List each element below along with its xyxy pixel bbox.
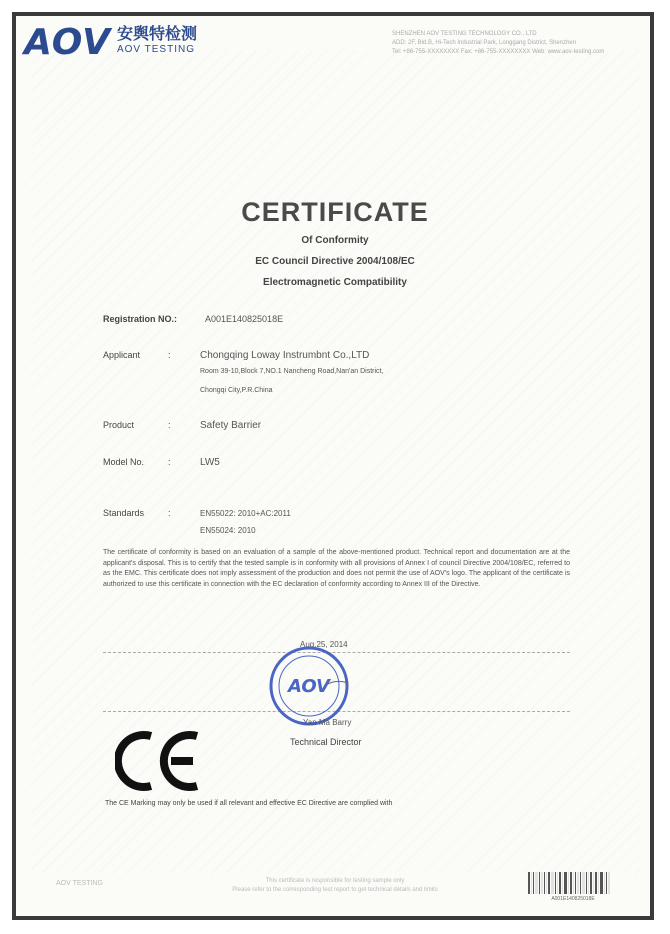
aov-logo — [24, 24, 197, 64]
applicant-address-2: Chongqi City,P.R.China — [200, 387, 273, 394]
subtitle-emc: Electromagnetic Compatibility — [263, 277, 407, 288]
barcode-bar — [535, 872, 538, 894]
address-line-3: Tel: +86-755-XXXXXXXX Fax: +86-755-XXXXXXXX Web: www.aov-testing.com — [392, 49, 605, 55]
standards-value-2: EN55024: 2010 — [200, 526, 256, 535]
standards-colon: : — [168, 508, 171, 518]
address-line-1: SHENZHEN AOV TESTING TECHNOLOGY CO., LTD — [392, 31, 537, 37]
barcode-bar — [573, 872, 574, 894]
footer-line-1: This certificate is responsible for testing sample only — [265, 878, 405, 884]
barcode-bar — [570, 872, 572, 894]
barcode-bar — [604, 872, 605, 894]
standards-label: Standards — [103, 508, 145, 518]
barcode-bar — [588, 872, 589, 894]
model-colon: : — [168, 457, 171, 467]
registration-value: A001E140825018E — [205, 314, 284, 324]
logo-text: AOV — [24, 22, 111, 63]
stamp-text: AOV — [288, 676, 330, 697]
certificate-title: CERTIFICATE — [241, 197, 429, 227]
stamp-seal-icon — [268, 645, 350, 727]
ce-mark-icon — [115, 728, 205, 794]
applicant-label: Applicant — [103, 350, 141, 360]
aov-stamp — [268, 645, 350, 727]
barcode-bar — [557, 872, 558, 894]
signatory-title: Technical Director — [290, 737, 362, 747]
ce-marking-note: The CE Marking may only be used if all relevant and effective EC Directive are complied with — [105, 800, 393, 807]
applicant-colon: : — [168, 350, 171, 360]
barcode-bar — [548, 872, 550, 894]
standards-value-1: EN55022: 2010+AC:2011 — [200, 509, 291, 518]
barcode-bar — [586, 872, 587, 894]
footer-logo: AOV TESTING — [56, 880, 103, 887]
subtitle-conformity: Of Conformity — [301, 235, 369, 246]
footer-line-2: Please refer to the corresponding test report to get technical details and limits — [232, 887, 438, 893]
barcode-bar — [528, 872, 530, 894]
logo-sub — [117, 26, 197, 55]
barcode-bar — [533, 872, 534, 894]
barcode-bar — [577, 872, 579, 894]
barcode-bar — [559, 872, 561, 894]
barcode-bar — [595, 872, 597, 894]
barcode-bar — [546, 872, 547, 894]
address-line-2: ADD: 2F, Bld.B, Hi-Tech Industrial Park, Longgang District, Shenzhen — [392, 40, 577, 46]
barcode-bar — [564, 872, 567, 894]
barcode-bar — [582, 872, 585, 894]
subtitle-directive: EC Council Directive 2004/108/EC — [255, 256, 415, 267]
barcode-bar — [580, 872, 581, 894]
barcode-bar — [531, 872, 532, 894]
footer-notice — [208, 877, 462, 895]
applicant-name: Chongqing Loway Instrumbnt Co.,LTD — [200, 350, 370, 361]
barcode-bar — [568, 872, 569, 894]
logo-english: AOV TESTING — [116, 44, 195, 55]
product-value: Safety Barrier — [200, 420, 262, 431]
barcode-bar — [600, 872, 603, 894]
barcode-bar — [575, 872, 576, 894]
barcode-icon — [528, 872, 618, 894]
barcode-bar — [593, 872, 594, 894]
applicant-address-1: Room 39-10,Block 7,NO.1 Nancheng Road,Nan'an District, — [200, 368, 384, 375]
registration-label: Registration NO.: — [103, 314, 178, 324]
barcode-bar — [608, 872, 610, 894]
barcode-number: A001E140825018E — [551, 896, 595, 902]
barcode-bar — [562, 872, 563, 894]
barcode-bar — [551, 872, 554, 894]
barcode-bar — [606, 872, 607, 894]
company-address — [392, 30, 628, 57]
conformity-paragraph: The certificate of conformity is based on an evaluation of a sample of the above-mentioned product. Technical report and documentation are at the applicant's disposal. This is to certify that the tested sample is in conformity with all provisions of Annex I of council Directive 2004/108/EC, referred to as the EMC. This certificate does not imply assessment of the production and does not permit the use of AOV's logo. The applicant of the certificate is authorized to use this certificate in connection with the EC declaration of conformity according to Annex III of the Directive. — [103, 549, 570, 589]
issue-date: Aug.25, 2014 — [300, 640, 348, 649]
barcode-bar — [544, 872, 545, 894]
logo-chinese: 安舆特检测 — [116, 26, 197, 43]
signatory-name: Yan Ma Barry — [303, 718, 352, 727]
barcode-bar — [539, 872, 540, 894]
model-value: LW5 — [200, 457, 220, 468]
barcode-bar — [598, 872, 599, 894]
barcode-bar — [541, 872, 543, 894]
product-colon: : — [168, 420, 171, 430]
product-label: Product — [103, 420, 135, 430]
barcode-bar — [555, 872, 556, 894]
barcode-bar — [590, 872, 592, 894]
model-label: Model No. — [103, 457, 145, 467]
